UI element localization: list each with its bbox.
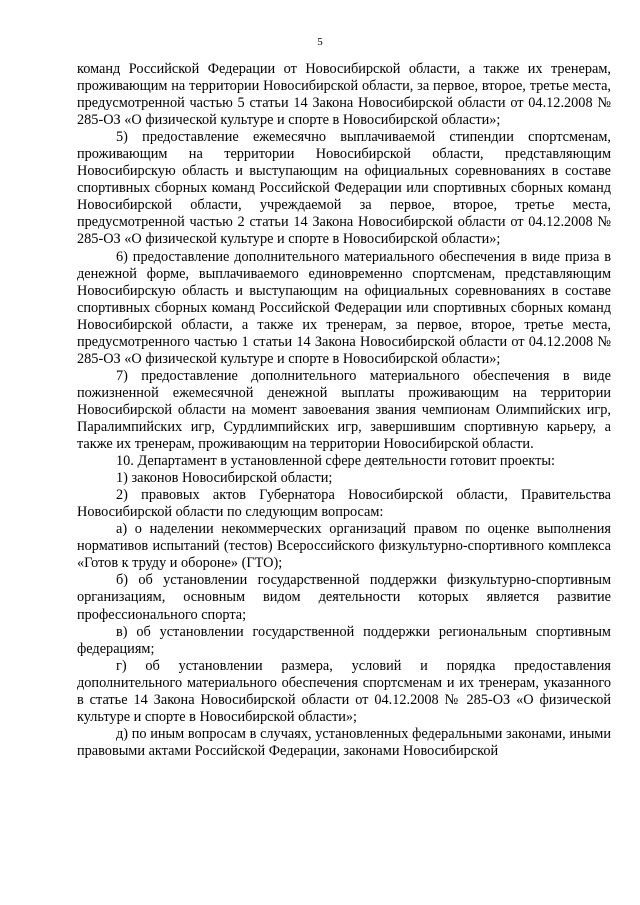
- paragraph-clause-10: 10. Департамент в установленной сфере деятельности готовит проекты:: [116, 453, 555, 470]
- paragraph-subitem-v: в) об установлении государственной поддержки региональным спортивным федерациям;: [77, 623, 611, 657]
- paragraph-item-6: 6) предоставление дополнительного материального обеспечения в виде приза в денежной форме, выплачиваемого единовременно спортсменам, представляющим Новосибирскую область и выступающим на официальных соревнованиях в составе спортивных сборных команд Российской Федерации или спортивных сборных команд Новосибирской области, а также их тренерам, за первое, второе, третье места, предусмотренного частью 1 статьи 14 Закона Новосибирской области от 04.12.2008 № 285-ОЗ «О физической культуре и спорте в Новосибирской области»;: [77, 248, 611, 367]
- document-body: [77, 61, 611, 760]
- paragraph-subitem-2: 2) правовых актов Губернатора Новосибирской области, Правительства Новосибирской области по следующим вопросам:: [77, 487, 611, 521]
- paragraph-subitem-1: 1) законов Новосибирской области;: [116, 470, 333, 487]
- paragraph-item-5: 5) предоставление ежемесячно выплачиваемой стипендии спортсменам, проживающим на территории Новосибирской области, представляющим Новосибирскую область и выступающим на официальных соревнованиях в составе спортивных сборных команд Российской Федерации или спортивных сборных команд Новосибирской области, учреждаемой за первое, второе, третье места, предусмотренной частью 2 статьи 14 Закона Новосибирской области от 04.12.2008 № 285-ОЗ «О физической культуре и спорте в Новосибирской области»;: [77, 129, 611, 248]
- page-number: 5: [317, 36, 323, 48]
- paragraph-subitem-d: д) по иным вопросам в случаях, установленных федеральными законами, иными правовыми актами Российской Федерации, законами Новосибирской: [77, 725, 611, 759]
- paragraph-subitem-a: а) о наделении некоммерческих организаций правом по оценке выполнения нормативов испытаний (тестов) Всероссийского физкультурно-спортивного комплекса «Готов к труду и обороне» (ГТО);: [77, 521, 611, 572]
- paragraph-subitem-g: г) об установлении размера, условий и порядка предоставления дополнительного материального обеспечения спортсменам и их тренерам, указанного в статье 14 Закона Новосибирской области от 04.12.2008 № 285-ОЗ «О физической культуре и спорте в Новосибирской области»;: [77, 657, 611, 725]
- paragraph-item-7: 7) предоставление дополнительного материального обеспечения в виде пожизненной ежемесячной денежной выплаты проживающим на территории Новосибирской области на момент завоевания звания чемпионам Олимпийских игр, Паралимпийских игр, Сурдлимпийских игр, завершившим спортивную карьеру, а также их тренерам, проживающим на территории Новосибирской области.: [77, 367, 611, 453]
- paragraph-continuation: команд Российской Федерации от Новосибирской области, а также их тренерам, проживающим на территории Новосибирской области, за первое, второе, третье места, предусмотренной частью 5 статьи 14 Закона Новосибирской области от 04.12.2008 № 285-ОЗ «О физической культуре и спорте в Новосибирской области»;: [77, 61, 611, 129]
- paragraph-subitem-b: б) об установлении государственной поддержки физкультурно-спортивным организациям, основным видом деятельности которых является развитие профессионального спорта;: [77, 572, 611, 623]
